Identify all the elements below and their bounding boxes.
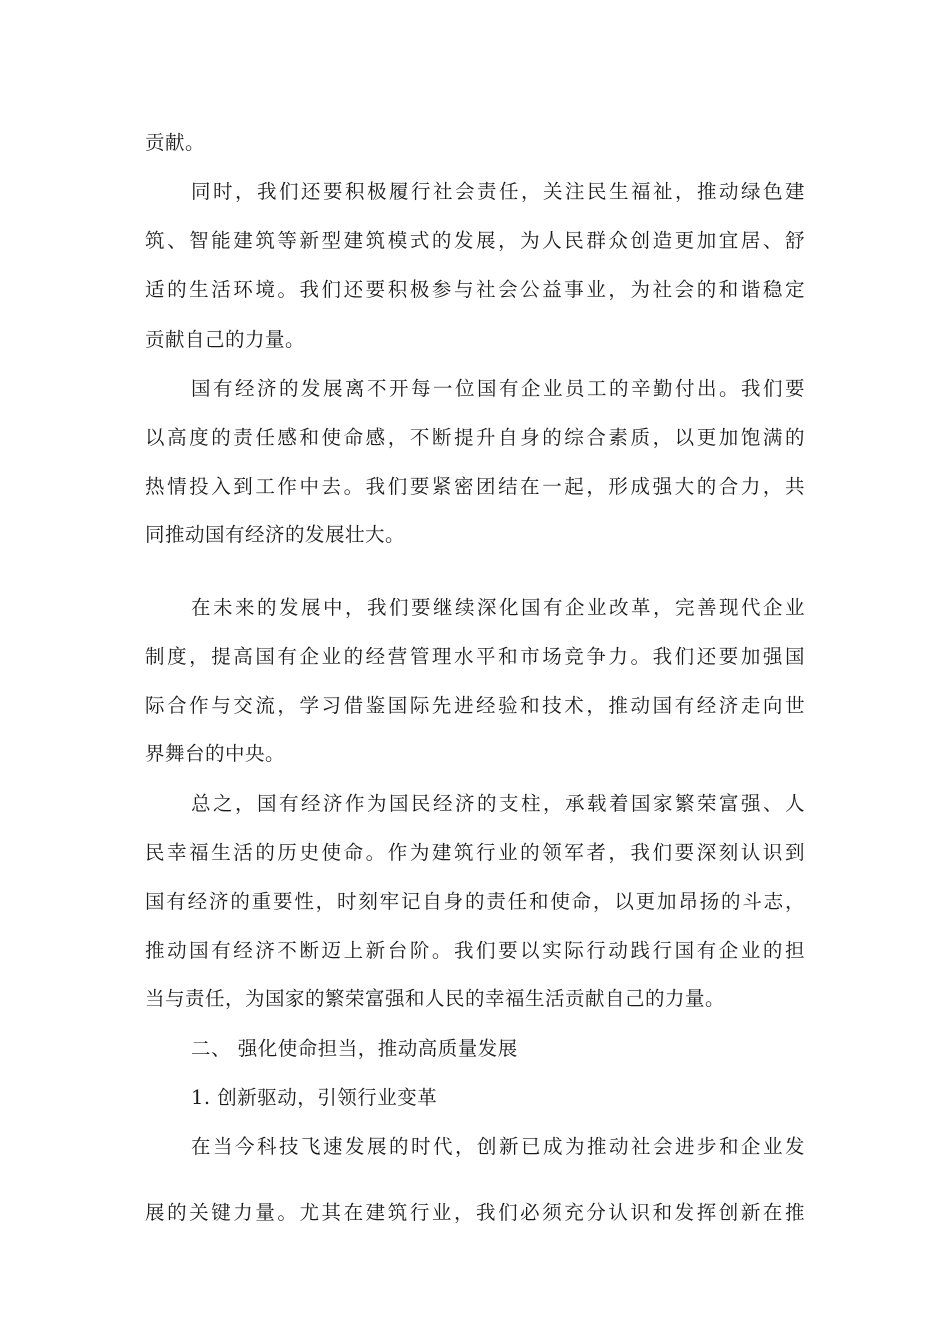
text-line: 以高度的责任感和使命感，不断提升自身的综合素质，以更加饱满的 <box>145 426 805 449</box>
text-line: 总之，国有经济作为国民经济的支柱，承载着国家繁荣富强、人 <box>191 792 805 815</box>
section-heading: 二、 强化使命担当，推动高质量发展 <box>191 1037 518 1060</box>
text-line: 适的生活环境。我们还要积极参与社会公益事业，为社会的和谐稳定 <box>145 278 805 301</box>
text-line: 制度，提高国有企业的经营管理水平和市场竞争力。我们还要加强国 <box>145 645 805 668</box>
text-line: 在未来的发展中，我们要继续深化国有企业改革，完善现代企业 <box>191 596 805 619</box>
text-line: 民幸福生活的历史使命。作为建筑行业的领军者，我们要深刻认识到 <box>145 841 805 864</box>
text-line: 同推动国有经济的发展壮大。 <box>145 523 406 546</box>
subsection-heading: 1. 创新驱动，引领行业变革 <box>191 1086 438 1109</box>
text-line: 国有经济的重要性，时刻牢记自身的责任和使命，以更加昂扬的斗志， <box>145 890 805 913</box>
text-line: 同时，我们还要积极履行社会责任，关注民生福祉，推动绿色建 <box>191 180 805 203</box>
text-line: 贡献。 <box>145 131 206 154</box>
text-line: 际合作与交流，学习借鉴国际先进经验和技术，推动国有经济走向世 <box>145 694 805 717</box>
text-line: 在当今科技飞速发展的时代，创新已成为推动社会进步和企业发 <box>191 1135 805 1158</box>
text-line: 展的关键力量。尤其在建筑行业，我们必须充分认识和发挥创新在推 <box>145 1201 805 1224</box>
text-line: 推动国有经济不断迈上新台阶。我们要以实际行动践行国有企业的担 <box>145 939 805 962</box>
text-line: 当与责任，为国家的繁荣富强和人民的幸福生活贡献自己的力量。 <box>145 987 726 1010</box>
text-line: 筑、智能建筑等新型建筑模式的发展，为人民群众创造更加宜居、舒 <box>145 229 805 252</box>
text-line: 贡献自己的力量。 <box>145 328 306 351</box>
text-line: 界舞台的中央。 <box>145 742 286 765</box>
text-line: 国有经济的发展离不开每一位国有企业员工的辛勤付出。我们要 <box>191 377 805 400</box>
text-line: 热情投入到工作中去。我们要紧密团结在一起，形成强大的合力，共 <box>145 475 805 498</box>
